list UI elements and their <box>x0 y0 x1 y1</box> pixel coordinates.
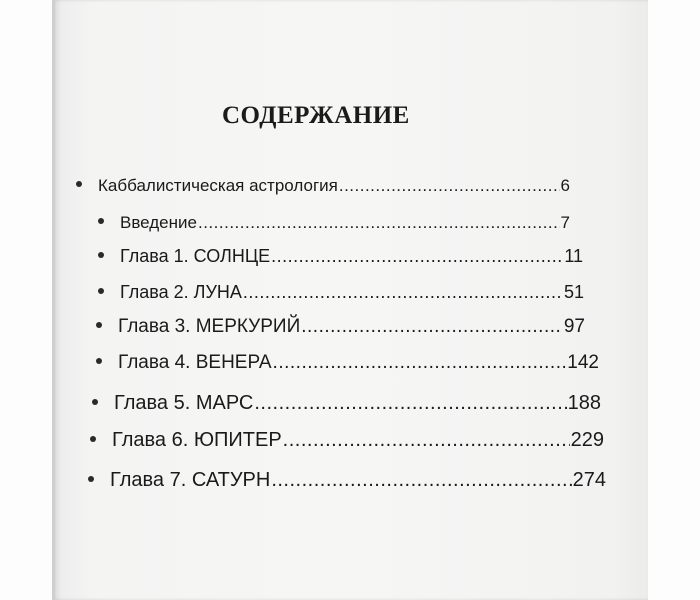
entry-label: Введение <box>120 213 197 232</box>
page-number: 6 <box>560 176 570 195</box>
bullet-icon <box>96 358 102 364</box>
bullet-icon <box>92 399 98 405</box>
entry-label: Глава 1. СОЛНЦЕ <box>120 246 271 266</box>
dot-leader <box>271 469 571 492</box>
toc-entry <box>96 352 599 374</box>
page-edge <box>52 0 55 600</box>
page-number: 51 <box>563 282 584 302</box>
entry-label: Глава 2. ЛУНА <box>120 282 242 302</box>
entry-label: Глава 4. ВЕНЕРА <box>118 352 272 373</box>
bullet-icon <box>98 252 104 258</box>
toc-entry <box>98 282 584 303</box>
bullet-icon <box>96 322 102 328</box>
toc-entry <box>96 316 585 338</box>
toc-entry <box>88 469 606 492</box>
bullet-icon <box>76 181 82 187</box>
dot-leader <box>243 282 563 303</box>
bullet-icon <box>98 288 104 294</box>
page-number: 142 <box>567 352 599 373</box>
bullet-icon <box>88 476 94 482</box>
entry-label: Глава 6. ЮПИТЕР <box>112 429 282 451</box>
toc-entry <box>76 176 570 196</box>
entry-label: Глава 7. САТУРН <box>110 469 271 491</box>
page-number: 7 <box>560 213 570 232</box>
bullet-icon <box>98 218 104 224</box>
entry-label: Глава 3. МЕРКУРИЙ <box>118 316 301 337</box>
dot-leader <box>273 352 567 374</box>
page-number: 188 <box>567 392 601 414</box>
page-number: 97 <box>563 316 585 337</box>
entry-label: Каббалистическая астрология <box>98 176 338 195</box>
dot-leader <box>283 429 570 452</box>
page-number: 229 <box>570 429 604 451</box>
page-number: 11 <box>564 246 583 266</box>
dot-leader <box>254 392 566 415</box>
entry-label: Глава 5. МАРС <box>114 392 254 414</box>
bullet-icon <box>90 436 96 442</box>
toc-entry <box>92 392 601 415</box>
toc-entry <box>98 213 570 233</box>
page-title: СОДЕРЖАНИЕ <box>222 102 410 129</box>
dot-leader <box>271 246 563 267</box>
page-number: 274 <box>572 469 606 491</box>
toc-entry <box>98 246 583 267</box>
dot-leader <box>198 213 560 233</box>
dot-leader <box>339 176 560 196</box>
dot-leader <box>301 316 563 338</box>
toc-entry <box>90 429 604 452</box>
